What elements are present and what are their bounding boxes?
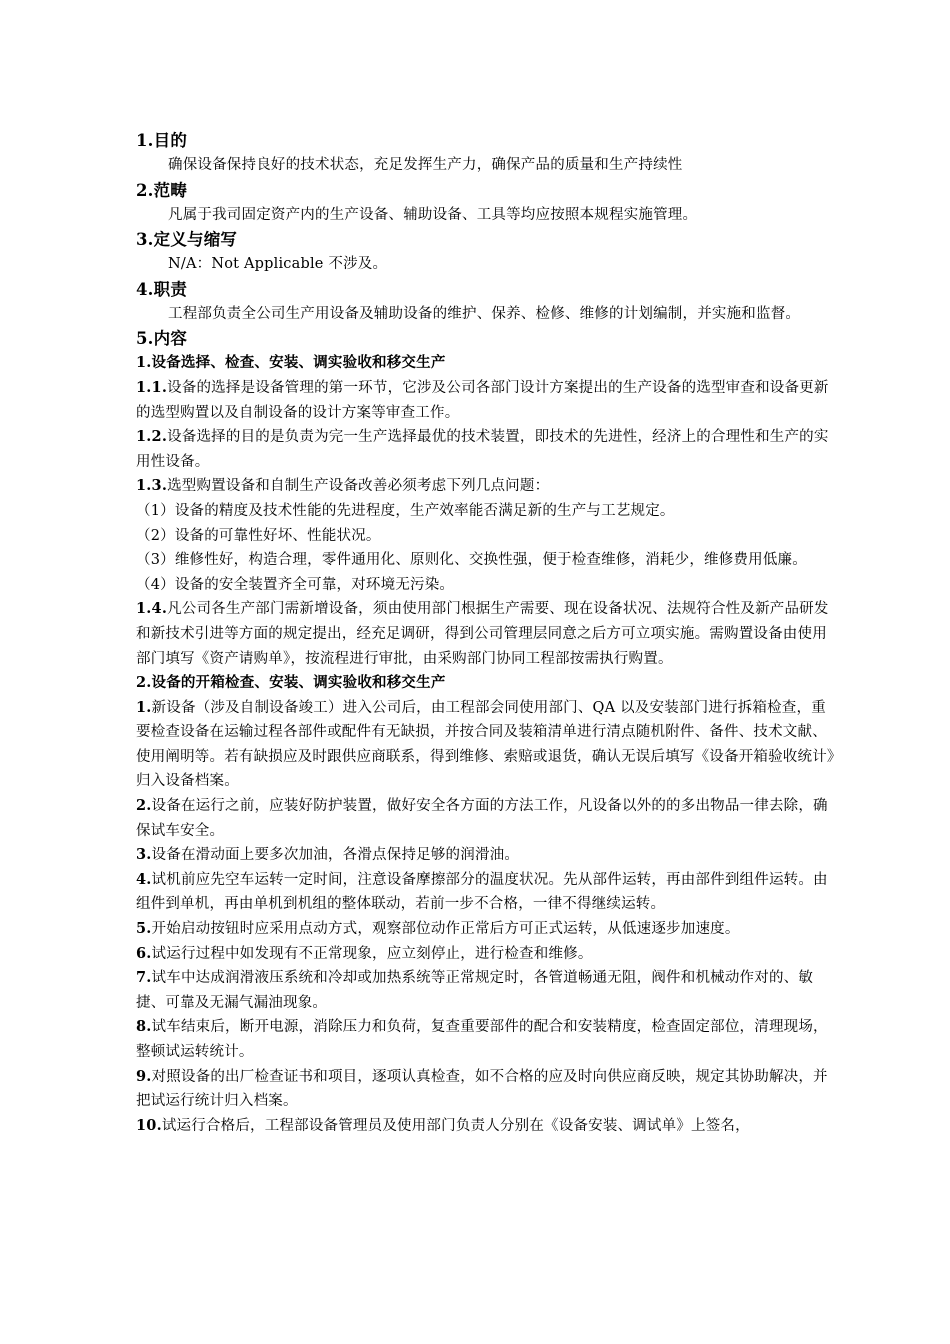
item-number: 4. — [136, 870, 152, 888]
sub-list-item: （4）设备的安全装置齐全可靠，对环境无污染。 — [136, 576, 455, 593]
item-number: 5. — [136, 920, 152, 938]
list-item — [136, 1065, 836, 1114]
item-number: 3. — [136, 846, 152, 864]
item-text: 试运行合格后，工程部设备管理员及使用部门负责人分别在《设备安装、调试单》上签名， — [161, 1117, 750, 1134]
sub-list-item: （2）设备的可靠性好坏、性能状况。 — [136, 527, 381, 544]
list-item — [136, 942, 836, 967]
item-number: 1.1. — [136, 378, 168, 396]
item-text: 开始启动按钮时应采用点动方式，观察部位动作正常后方可正式运转，从低速逐步加速度。 — [151, 921, 740, 938]
list-item — [136, 966, 836, 1015]
part2-heading: 2.设备的开箱检查、安装、调实验收和移交生产 — [136, 674, 446, 692]
item-number: 1.3. — [136, 477, 168, 495]
list-item — [136, 597, 836, 671]
sub-list-item: （1）设备的精度及技术性能的先进程度，生产效率能否满足新的生产与工艺规定。 — [136, 502, 675, 519]
item-text: 设备在运行之前，应装好防护装置，做好安全各方面的方法工作，凡设备以外的的多出物品一律去除，确保试车安全。 — [136, 798, 828, 839]
list-item — [136, 868, 836, 917]
list-item — [136, 843, 836, 868]
item-number: 2. — [136, 797, 152, 815]
list-item — [136, 376, 836, 425]
item-text: 凡公司各生产部门需新增设备，须由使用部门根据生产需要、现在设备状况、法规符合性及新产品研发和新技术引进等方面的规定提出，经充足调研，得到公司管理层同意之后方可立项实施。需购置设备由使用部门填写《资产请购单》，按流程进行审批，由采购部门协同工程部按需执行购置。 — [136, 601, 829, 667]
section-heading-purpose: 1.目的 — [136, 131, 188, 150]
item-text: 设备在滑动面上要多次加油，各滑点保持足够的润滑油。 — [151, 847, 520, 864]
item-text: 试车结束后，断开电源，消除压力和负荷，复查重要部件的配合和安装精度，检查固定部位，清理现场，整顿试运转统计。 — [136, 1019, 828, 1060]
list-item — [136, 425, 836, 474]
item-number: 7. — [136, 969, 152, 987]
list-item — [136, 794, 836, 843]
section-heading-definitions: 3.定义与缩写 — [136, 230, 238, 250]
list-item — [136, 474, 836, 499]
item-number: 10. — [136, 1116, 162, 1134]
item-text: 试运行过程中如发现有不正常现象，应立刻停止，进行检查和维修。 — [151, 945, 593, 962]
item-number: 8. — [136, 1018, 152, 1036]
item-number: 6. — [136, 944, 152, 962]
item-number: 1.4. — [136, 600, 168, 618]
item-text: 新设备（涉及自制设备竣工）进入公司后，由工程部会同使用部门、QA 以及安装部门进行拆箱检查，重要检查设备在运输过程各部件或配件有无缺损，并按合同及装箱清单进行清点随机附件、备件、技术文献、使用阐明等。若有缺损应及时跟供应商联系，得到维修、索赔或退货，确认无误后填写《设备开箱验收统计》归入设备档案。 — [136, 699, 835, 790]
section-text-purpose: 确保设备保持良好的技术状态，充足发挥生产力，确保产品的质量和生产持续性 — [168, 157, 683, 173]
document-body — [136, 124, 836, 1138]
section-text-definitions: N/A：Not Applicable 不涉及。 — [168, 256, 388, 273]
item-text: 选型购置设备和自制生产设备改善必须考虑下列几点问题： — [167, 478, 550, 495]
section-heading-scope: 2.范畴 — [136, 180, 188, 200]
item-text: 设备的选择是设备管理的第一环节，它涉及公司各部门设计方案提出的生产设备的选型审查和设备更新的选型购置以及自制设备的设计方案等审查工作。 — [136, 379, 829, 421]
item-text: 设备选择的目的是负责为完一生产选择最优的技术装置，即技术的先进性，经济上的合理性和生产的实用性设备。 — [136, 429, 829, 470]
section-text-scope: 凡属于我司固定资产内的生产设备、辅助设备、工具等均应按照本规程实施管理。 — [168, 206, 698, 223]
list-item — [136, 696, 836, 794]
section-heading-content: 5.内容 — [136, 329, 188, 349]
list-item — [136, 1114, 836, 1139]
section-heading-responsibilities: 4.职责 — [136, 279, 188, 299]
list-item — [136, 1015, 836, 1064]
item-number: 9. — [136, 1067, 152, 1085]
section-text-responsibilities: 工程部负责全公司生产用设备及辅助设备的维护、保养、检修、维修的计划编制，并实施和监督。 — [168, 305, 801, 322]
item-number: 1.2. — [136, 428, 168, 446]
item-text: 对照设备的出厂检查证书和项目，逐项认真检查，如不合格的应及时向供应商反映，规定其协助解决，并把试运行统计归入档案。 — [136, 1068, 828, 1110]
item-text: 试车中达成润滑液压系统和冷却或加热系统等正常规定时，各管道畅通无阻，阀件和机械动作对的、敏捷、可靠及无漏气漏油现象。 — [136, 970, 814, 1011]
sub-list-item: （3）维修性好，构造合理，零件通用化、原则化、交换性强，便于检查维修，消耗少，维修费用低廉。 — [136, 552, 807, 569]
list-item — [136, 917, 836, 942]
part1-heading: 1.设备选择、检查、安装、调实验收和移交生产 — [136, 354, 446, 372]
item-number: 1. — [136, 698, 152, 716]
item-text: 试机前应先空车运转一定时间，注意设备摩擦部分的温度状况。先从部件运转，再由部件到组件运转。由组件到单机，再由单机到机组的整体联动，若前一步不合格，一律不得继续运转。 — [136, 871, 828, 913]
